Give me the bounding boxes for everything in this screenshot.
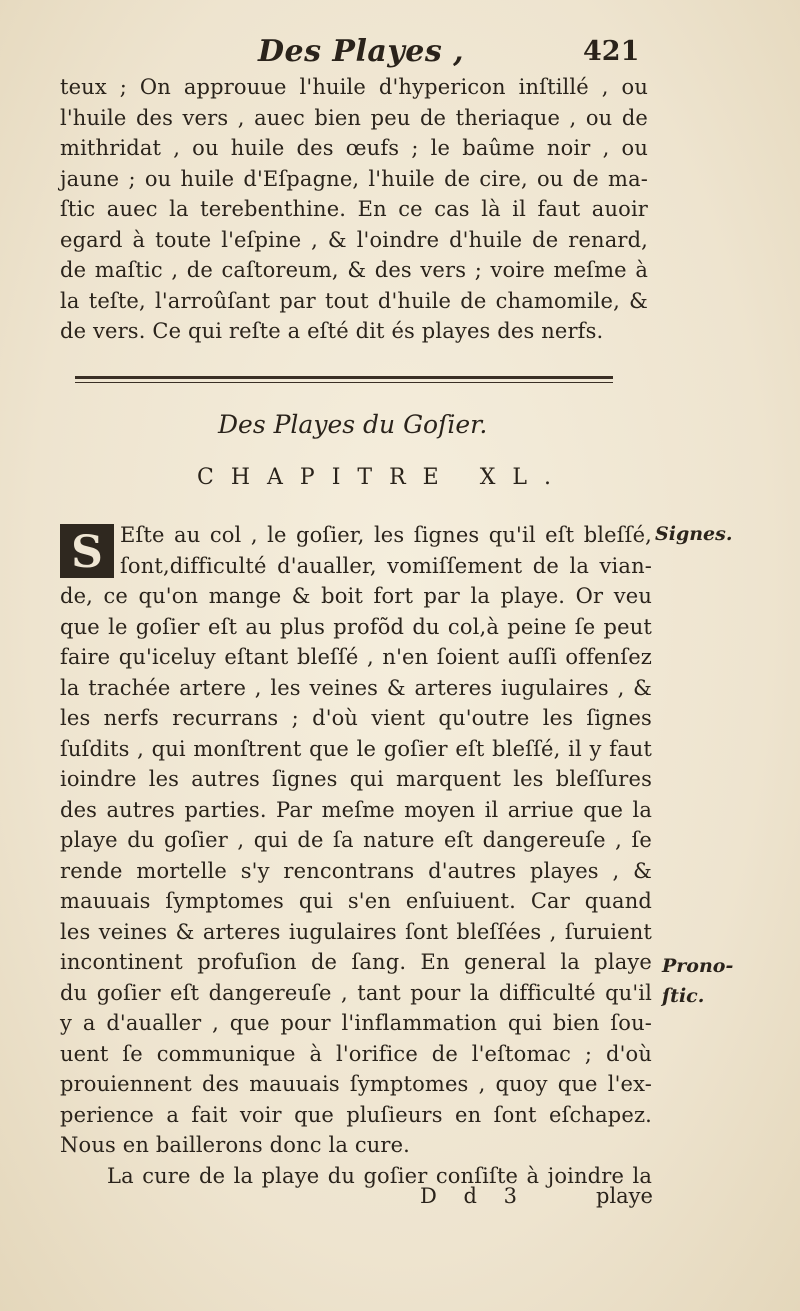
page-number: 421 xyxy=(583,36,640,67)
text-line: ſuſdits , qui monſtrent que le goſier eſt bleſſé, il y faut xyxy=(60,736,652,761)
chapter-body xyxy=(60,520,652,1191)
margin-note-stic: ſtic. xyxy=(662,985,705,1007)
running-head: Des Playes , xyxy=(258,34,465,69)
text-line: ſtic auec la terebenthine. En ce cas là il faut auoir xyxy=(60,197,648,221)
continued-paragraph xyxy=(60,72,648,347)
catchword: playe xyxy=(596,1184,653,1208)
text-line: ſont,difficulté d'aualler, vomiſſement de la vian- xyxy=(120,553,652,578)
text-line: de vers. Ce qui reſte a eſté dit és playes des nerfs. xyxy=(60,319,604,343)
text-line: uent ſe communique à l'orifice de l'eſtomac ; d'où xyxy=(60,1041,652,1066)
text-line: egard à toute l'eſpine , & l'oindre d'huile de renard, xyxy=(60,227,648,252)
text-line: teux ; On approuue l'huile d'hypericon inſtillé , ou xyxy=(60,75,648,99)
text-line: jaune ; ou huile d'Eſpagne, l'huile de cire, ou de ma- xyxy=(60,166,648,191)
text-line: ioindre les autres ſignes qui marquent les bleſſures xyxy=(60,767,652,791)
text-line: du goſier eſt dangereuſe , tant pour la difficulté qu'il xyxy=(60,980,652,1005)
text-line: la teſte, l'arroûſant par tout d'huile de chamomile, & xyxy=(60,288,648,313)
text-line: Eſte au col , le goſier, les ſignes qu'il eſt bleſſé, xyxy=(120,523,652,547)
text-line: rende mortelle s'y rencontrans d'autres playes , & xyxy=(60,858,652,883)
text-line: mauuais ſymptomes qui s'en enſuiuent. Car quand xyxy=(60,889,652,913)
text-line: les veines & arteres iugulaires ſont bleſſées , ſuruient xyxy=(60,919,652,944)
margin-note-signes: Signes. xyxy=(655,523,733,545)
text-line: perience a fait voir que pluſieurs en ſont eſchapez. xyxy=(60,1102,652,1127)
text-line: de maſtic , de caſtoreum, & des vers ; voire meſme à xyxy=(60,258,648,282)
text-line: mithridat , ou huile des œufs ; le baûme noir , ou xyxy=(60,136,648,160)
signature-mark: D d 3 xyxy=(420,1184,527,1208)
text-line: incontinent profuſion de ſang. En general la playe xyxy=(60,950,652,974)
text-line: prouiennent des mauuais ſymptomes , quoy que l'ex- xyxy=(60,1072,652,1096)
text-line: la trachée artere , les veines & arteres iugulaires , & xyxy=(60,675,652,700)
section-title: Des Playes du Goſier. xyxy=(218,410,488,439)
text-line: La cure de la playe du goſier conſiſte à joindre la xyxy=(107,1163,652,1188)
text-line: playe du goſier , qui de ſa nature eſt dangereuſe , ſe xyxy=(60,828,652,852)
drop-cap: S xyxy=(60,524,114,578)
page-header xyxy=(0,32,800,72)
margin-note-prono: Prono- xyxy=(662,955,734,977)
text-line: les nerfs recurrans ; d'où vient qu'outre les ſignes xyxy=(60,706,652,730)
section-rule xyxy=(75,376,613,379)
text-line: l'huile des vers , auec bien peu de theriaque , ou de xyxy=(60,105,648,130)
text-line: Nous en baillerons donc la cure. xyxy=(60,1133,411,1157)
text-line: que le goſier eſt au plus profõd du col,à peine ſe peut xyxy=(60,614,652,639)
text-line: des autres parties. Par meſme moyen il arriue que la xyxy=(60,797,652,822)
text-line: faire qu'iceluy eſtant bleſſé , n'en ſoient auſſi offenſez xyxy=(60,645,652,669)
text-line: de, ce qu'on mange & boit fort par la playe. Or veu xyxy=(60,584,652,608)
chapter-heading: CHAPITRE XL. xyxy=(197,465,568,490)
text-line: y a d'aualler , que pour l'inflammation qui bien ſou- xyxy=(60,1011,652,1035)
